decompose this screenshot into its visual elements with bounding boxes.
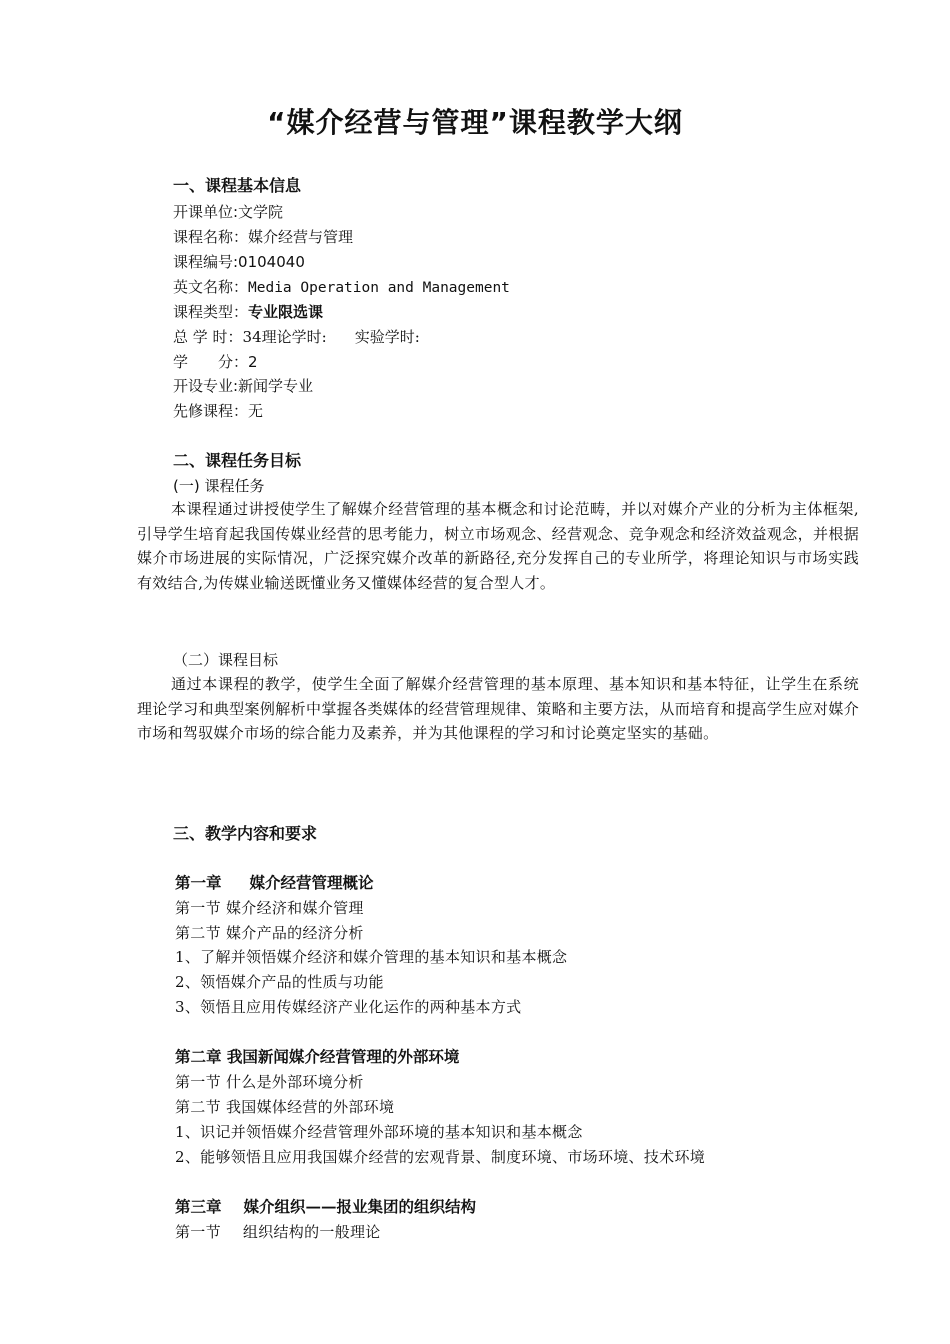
chapter-3-section-1: [175, 1221, 381, 1243]
chapter-1-name: 媒介经营管理概论: [249, 873, 374, 892]
info-unit: 开课单位:文学院: [173, 203, 284, 221]
chapter-1-requirement-1: 1、了解并领悟媒介经济和媒介管理的基本知识和基本概念: [175, 948, 568, 966]
section-heading-basic-info: 一、课程基本信息: [173, 176, 302, 195]
task-paragraph: 本课程通过讲授使学生了解媒介经营管理的基本概念和讨论范畴，并以对媒介产业的分析为主体框架,引导学生培育起我国传媒业经营的思考能力，树立市场观念、经营观念、竞争观念和经济效益观念，并根据媒介市场进展的实际情况，广泛探究媒介改革的新路径,充分发挥自己的专业所学，将理论知识与市场实践有效结合,为传媒业输送既懂业务又懂媒体经营的复合型人才。: [137, 500, 859, 592]
info-credits: 学 分：2: [173, 353, 258, 371]
info-major: 开设专业:新闻学专业: [173, 377, 314, 395]
info-lab-hours: 实验学时:: [354, 328, 420, 346]
chapter-2-section-1: 第一节 什么是外部环境分析: [175, 1073, 364, 1091]
section-heading-goals: 二、课程任务目标: [173, 451, 302, 470]
chapter-1-section-1: 第一节 媒介经济和媒介管理: [175, 899, 364, 917]
chapter-3-section-1-number: 第一节: [175, 1223, 221, 1241]
info-english-label: 英文名称：: [173, 278, 249, 296]
info-course-code: 课程编号:0104040: [173, 253, 305, 271]
chapter-1-title: [175, 872, 374, 894]
chapter-2-requirement-1: 1、识记并领悟媒介经营管理外部环境的基本知识和基本概念: [175, 1123, 583, 1141]
chapter-3-section-1-name: 组织结构的一般理论: [242, 1223, 381, 1241]
chapter-2-requirement-2: 2、能够领悟且应用我国媒介经营的宏观背景、制度环境、市场环境、技术环境: [175, 1148, 706, 1166]
objective-paragraph: 通过本课程的教学，使学生全面了解媒介经营管理的基本原理、基本知识和基本特征，让学生在系统理论学习和典型案例解析中掌握各类媒体的经营管理规律、策略和主要方法，从而培育和提高学生应对媒介市场和驾驭媒介市场的综合能力及素养，并为其他课程的学习和讨论奠定坚实的基础。: [137, 675, 859, 743]
document-title: “媒介经营与管理”课程教学大纲: [267, 106, 683, 139]
chapter-1-section-2: 第二节 媒介产品的经济分析: [175, 924, 364, 942]
info-hours-label: 总 学 时：: [173, 328, 243, 346]
info-course-type: [173, 301, 323, 323]
chapter-3-title: [175, 1196, 476, 1218]
chapter-1-number: 第一章: [175, 873, 222, 892]
chapter-2-section-2: 第二节 我国媒体经营的外部环境: [175, 1098, 395, 1116]
info-type-label: 课程类型：: [173, 303, 249, 321]
section-heading-content: 三、教学内容和要求: [173, 824, 318, 843]
info-type-value: 专业限选课: [248, 303, 324, 321]
objective-heading: （二）课程目标: [173, 651, 279, 669]
info-hours: [173, 326, 420, 348]
info-english-value: Media Operation and Management: [248, 280, 510, 296]
chapter-2-title: 第二章 我国新闻媒介经营管理的外部环境: [175, 1047, 460, 1066]
info-hours-value: 34理论学时:: [242, 328, 327, 346]
info-prerequisite: 先修课程：无: [173, 402, 264, 420]
chapter-3-name: 媒介组织——报业集团的组织结构: [243, 1197, 477, 1216]
chapter-3-number: 第三章: [175, 1197, 222, 1216]
info-english-name: [173, 276, 510, 299]
chapter-1-requirement-3: 3、领悟且应用传媒经济产业化运作的两种基本方式: [175, 998, 522, 1016]
chapter-1-requirement-2: 2、领悟媒介产品的性质与功能: [175, 973, 384, 991]
info-course-name: 课程名称：媒介经营与管理: [173, 228, 354, 246]
task-heading: (一) 课程任务: [173, 477, 265, 495]
